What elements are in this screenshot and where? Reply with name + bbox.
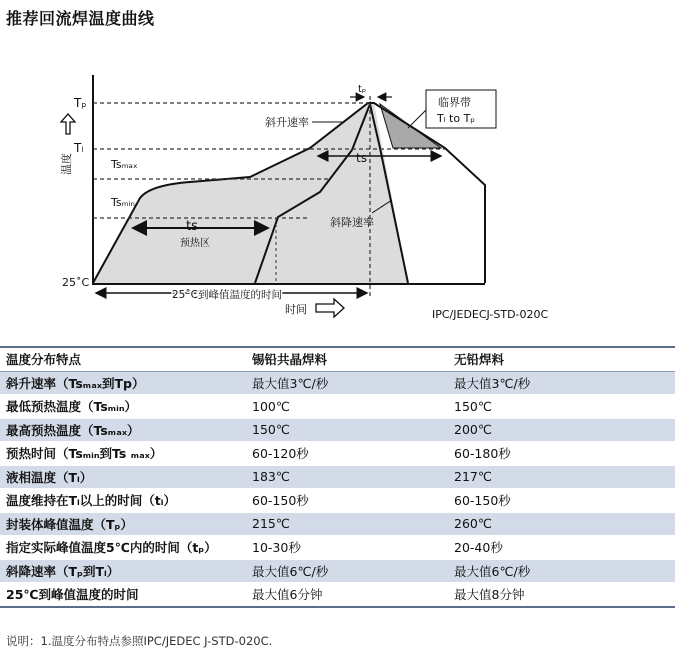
table-header: 锡铅共晶焊料: [246, 347, 448, 371]
table-row: [0, 465, 675, 489]
tl-axis-label: Tₗ: [74, 141, 84, 155]
table-cell: 最大值3℃/秒: [448, 371, 675, 395]
table-cell: 150℃: [246, 418, 448, 442]
table-cell: 150℃: [448, 395, 675, 419]
time-to-peak-label: 25˚C到峰值温度的时间: [172, 289, 282, 301]
table-row: [0, 371, 675, 395]
table-row: [0, 395, 675, 419]
x-axis-label: 时间: [285, 303, 307, 316]
critical-zone-label-2: Tₗ to Tₚ: [437, 112, 476, 125]
table-cell: 最低预热温度（Tsₘᵢₙ）: [0, 395, 246, 419]
table-cell: 斜降速率（Tₚ到Tₗ）: [0, 559, 246, 583]
table-row: [0, 442, 675, 466]
table-cell: 最大值3℃/秒: [246, 371, 448, 395]
ts-min-label: Tsₘᵢₙ: [111, 196, 135, 209]
table-row: [0, 512, 675, 536]
page-title: 推荐回流焊温度曲线: [6, 9, 155, 28]
critical-zone: [322, 103, 382, 148]
time-right-arrow-icon: [316, 299, 344, 317]
table-header: 无铅焊料: [448, 347, 675, 371]
table-cell: 液相温度（Tₗ）: [0, 465, 246, 489]
table-cell: 20-40秒: [448, 536, 675, 560]
table-cell: 60-180秒: [448, 442, 675, 466]
ts-max-label: Tsₘₐₓ: [111, 158, 138, 171]
critical-zone-pointer: [408, 110, 426, 128]
y-axis-label: 温度: [60, 153, 73, 175]
table-cell: 60-150秒: [246, 489, 448, 513]
table-row: [0, 559, 675, 583]
table-row: [0, 418, 675, 442]
room-temp-label: 25˚C: [62, 276, 90, 289]
ts-upper-label: ts: [356, 151, 367, 165]
table-cell: 60-120秒: [246, 442, 448, 466]
table-header-row: [0, 347, 675, 371]
table-cell: 最高预热温度（Tsₘₐₓ）: [0, 418, 246, 442]
table-header: 温度分布特点: [0, 347, 246, 371]
ramp-up-label: 斜升速率: [265, 116, 309, 129]
table-cell: 指定实际峰值温度5℃内的时间（tₚ）: [0, 536, 246, 560]
table-cell: 最大值6℃/秒: [448, 559, 675, 583]
temperature-up-arrow-icon: [61, 114, 75, 134]
table-row: [0, 489, 675, 513]
standard-label: IPC/JEDECJ-STD-020C: [432, 308, 549, 321]
ramp-down-label: 斜降速率: [330, 216, 374, 229]
table-cell: 215℃: [246, 512, 448, 536]
tp-axis-label: Tₚ: [74, 96, 87, 110]
preheat-zone-label: 预热区: [180, 238, 210, 249]
table-cell: 封装体峰值温度（Tₚ）: [0, 512, 246, 536]
table-cell: 10-30秒: [246, 536, 448, 560]
table-row: [0, 536, 675, 560]
table-cell: 最大值6℃/秒: [246, 559, 448, 583]
table-cell: 最大值6分钟: [246, 583, 448, 607]
table-cell: 260℃: [448, 512, 675, 536]
footnote: 说明：1.温度分布特点参照IPC/JEDEC J-STD-020C.: [6, 634, 273, 648]
table-cell: 预热时间（Tsₘᵢₙ到Ts ₘₐₓ）: [0, 442, 246, 466]
table-cell: 200℃: [448, 418, 675, 442]
table-cell: 温度维持在Tₗ以上的时间（tₗ）: [0, 489, 246, 513]
reflow-spec-table: [0, 346, 675, 608]
table-cell: 100℃: [246, 395, 448, 419]
table-cell: 183℃: [246, 465, 448, 489]
table-cell: 斜升速率（Tsₘₐₓ到Tp）: [0, 371, 246, 395]
table-cell: 217℃: [448, 465, 675, 489]
tp-time-label: tₚ: [358, 84, 367, 95]
table-cell: 最大值8分钟: [448, 583, 675, 607]
critical-zone-label-1: 临界带: [438, 96, 471, 109]
table-cell: 25℃到峰值温度的时间: [0, 583, 246, 607]
table-row: [0, 583, 675, 607]
ts-lower-label: ts: [186, 219, 198, 234]
table-cell: 60-150秒: [448, 489, 675, 513]
